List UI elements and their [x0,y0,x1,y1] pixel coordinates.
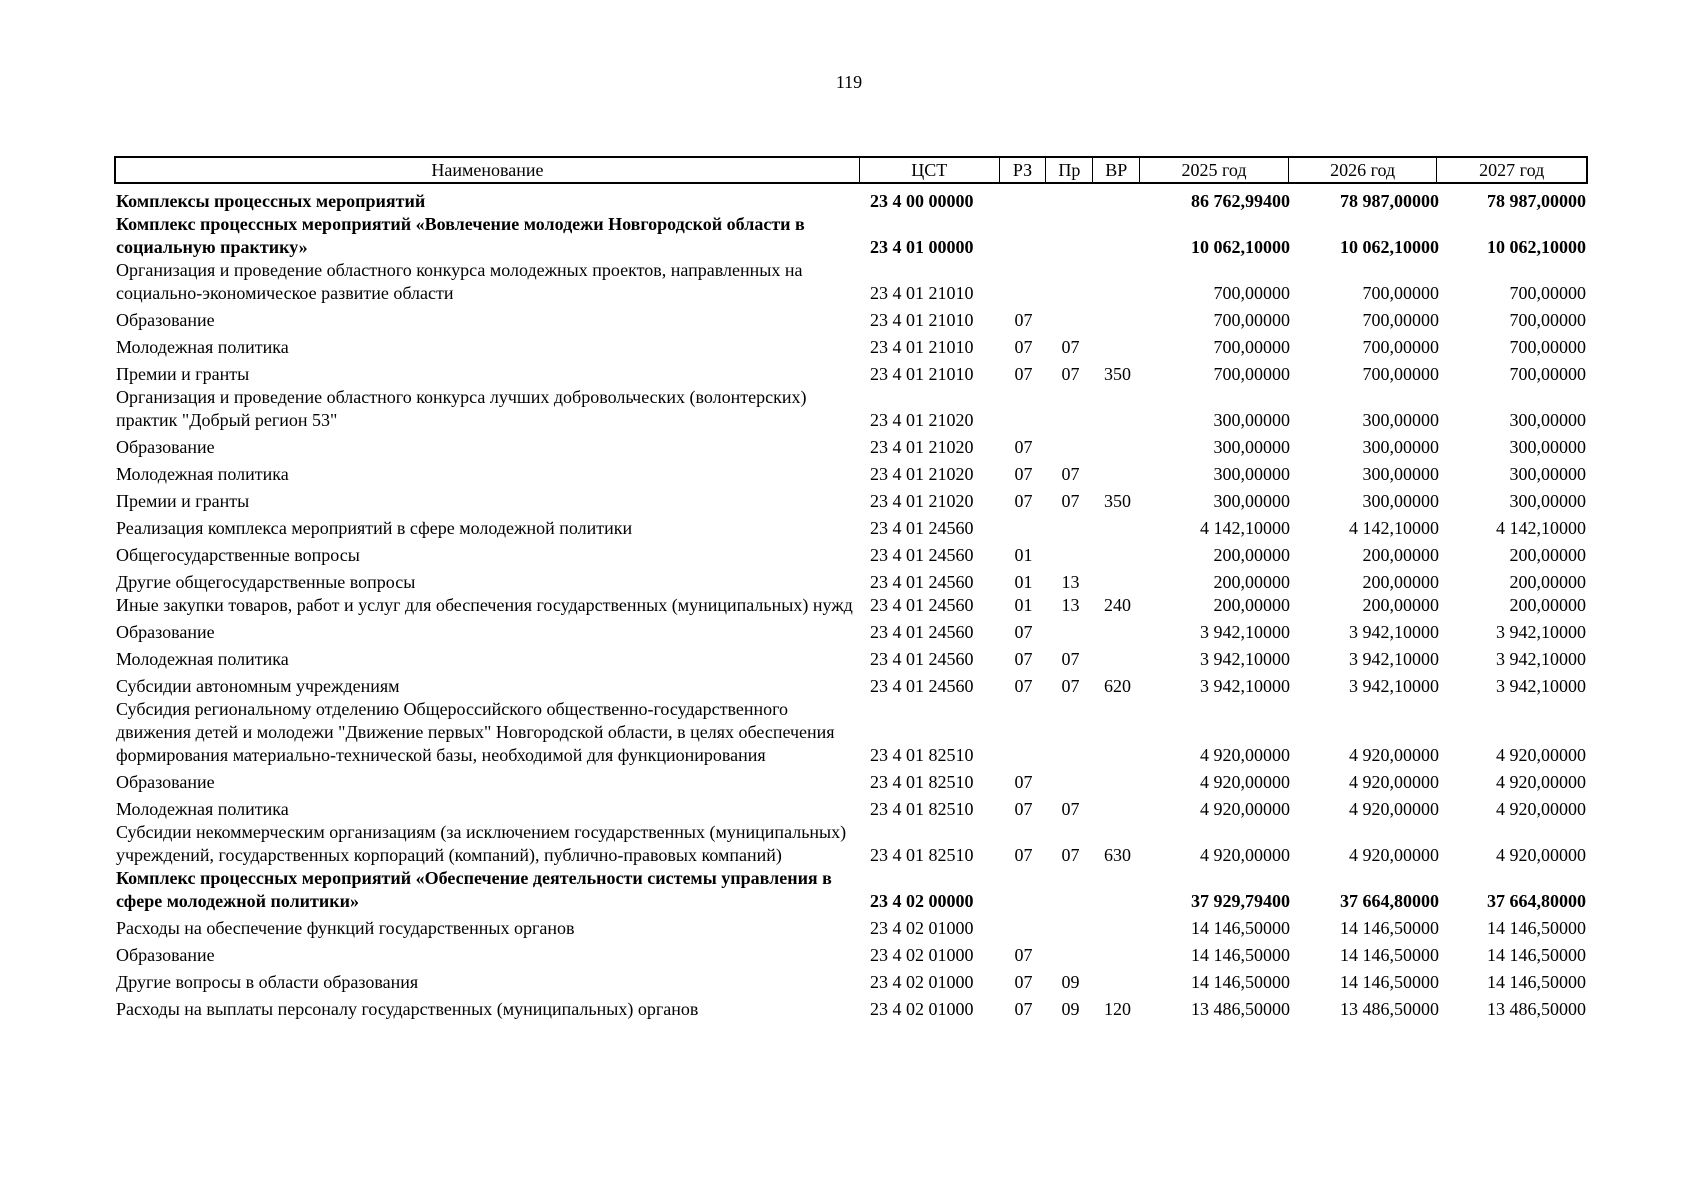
cell-2026: 14 146,50000 [1340,972,1439,992]
cell-2025: 14 146,50000 [1191,972,1290,992]
cell-vr: 120 [1104,999,1131,1019]
cell-2026: 300,00000 [1362,437,1439,457]
cell-2026: 14 146,50000 [1340,945,1439,965]
cell-2025: 14 146,50000 [1191,918,1290,938]
cell-rz: 07 [1014,676,1033,696]
cell-name: Субсидии некоммерческим организациям (за исключением государственных (муниципальных) учреждений, государственных корпораций (компаний), публично-правовых компаний) [116,822,847,865]
cell-cst: 23 4 02 01000 [870,918,974,938]
cell-cst: 23 4 01 21020 [870,464,974,484]
cell-pr: 13 [1061,595,1080,615]
cell-2027: 4 920,00000 [1496,845,1586,865]
cell-2027: 700,00000 [1509,310,1586,330]
cell-2026: 3 942,10000 [1349,622,1439,642]
cell-cst: 23 4 01 24560 [870,572,974,592]
cell-cst: 23 4 01 82510 [870,799,974,819]
header-vr: ВР [1093,158,1140,182]
cell-2027: 4 920,00000 [1496,745,1586,765]
cell-name: Премии и гранты [116,364,250,384]
cell-pr: 13 [1061,572,1080,592]
cell-2026: 300,00000 [1362,491,1439,511]
table-row [114,798,1588,821]
cell-2025: 3 942,10000 [1200,622,1290,642]
cell-2026: 14 146,50000 [1340,918,1439,938]
cell-rz: 07 [1014,337,1033,357]
table-row [114,675,1588,698]
cell-2026: 4 920,00000 [1349,745,1439,765]
cell-2025: 3 942,10000 [1200,649,1290,669]
cell-pr: 07 [1061,491,1080,511]
cell-2025: 4 920,00000 [1200,772,1290,792]
cell-2027: 700,00000 [1509,283,1586,303]
cell-vr: 630 [1104,845,1131,865]
cell-rz: 01 [1014,545,1033,565]
cell-2025: 700,00000 [1213,364,1290,384]
cell-name: Образование [116,945,215,965]
cell-rz: 01 [1014,572,1033,592]
cell-name: Комплексы процессных мероприятий [116,191,426,211]
cell-2026: 13 486,50000 [1340,999,1439,1019]
cell-rz: 07 [1014,845,1033,865]
cell-pr: 07 [1061,799,1080,819]
cell-rz: 07 [1014,945,1033,965]
cell-cst: 23 4 01 82510 [870,845,974,865]
cell-2025: 200,00000 [1213,545,1290,565]
cell-name: Организация и проведение областного конкурса лучших добровольческих (волонтерских) практик "Добрый регион 53" [116,387,807,430]
cell-2025: 4 920,00000 [1200,745,1290,765]
cell-vr: 350 [1104,364,1131,384]
cell-2027: 13 486,50000 [1487,999,1586,1019]
cell-2025: 4 142,10000 [1200,518,1290,538]
cell-rz: 07 [1014,999,1033,1019]
table-row [114,517,1588,540]
cell-cst: 23 4 01 24560 [870,649,974,669]
cell-2026: 200,00000 [1362,545,1439,565]
table-row [114,309,1588,332]
header-name: Наименование [116,158,860,182]
cell-2027: 3 942,10000 [1496,676,1586,696]
cell-cst: 23 4 01 21010 [870,364,974,384]
cell-cst: 23 4 01 21020 [870,491,974,511]
cell-cst: 23 4 01 21020 [870,410,974,430]
page-number: 119 [835,72,863,92]
cell-2025: 200,00000 [1213,572,1290,592]
cell-name: Образование [116,622,215,642]
table-row [114,594,1588,617]
cell-name: Молодежная политика [116,799,289,819]
table-header [114,156,1588,184]
cell-cst: 23 4 01 24560 [870,622,974,642]
cell-2025: 300,00000 [1213,410,1290,430]
cell-2027: 300,00000 [1509,410,1586,430]
cell-2027: 10 062,10000 [1487,237,1586,257]
cell-name: Комплекс процессных мероприятий «Вовлечение молодежи Новгородской области в социальную практику» [116,214,805,257]
cell-2027: 14 146,50000 [1487,972,1586,992]
cell-cst: 23 4 01 21020 [870,437,974,457]
cell-rz: 07 [1014,437,1033,457]
table-row [114,971,1588,994]
cell-2027: 78 987,00000 [1487,191,1586,211]
table-row [114,998,1588,1021]
cell-cst: 23 4 01 21010 [870,310,974,330]
cell-name: Молодежная политика [116,337,289,357]
table-row [114,544,1588,567]
cell-rz: 01 [1014,595,1033,615]
cell-2025: 14 146,50000 [1191,945,1290,965]
cell-name: Другие общегосударственные вопросы [116,572,416,592]
cell-2027: 300,00000 [1509,437,1586,457]
table-row [114,190,1588,213]
cell-cst: 23 4 02 01000 [870,999,974,1019]
cell-2026: 200,00000 [1362,572,1439,592]
cell-2027: 300,00000 [1509,491,1586,511]
cell-rz: 07 [1014,799,1033,819]
cell-pr: 07 [1061,464,1080,484]
cell-rz: 07 [1014,464,1033,484]
table-row [114,867,1588,913]
table-row [114,213,1588,259]
cell-name: Иные закупки товаров, работ и услуг для обеспечения государственных (муниципальных) нужд [116,595,853,615]
cell-rz: 07 [1014,622,1033,642]
cell-2027: 700,00000 [1509,364,1586,384]
cell-pr: 09 [1061,972,1080,992]
budget-table [114,156,1588,1021]
cell-pr: 07 [1061,649,1080,669]
table-row [114,944,1588,967]
cell-2025: 86 762,99400 [1191,191,1290,211]
header-2027: 2027 год [1479,160,1545,180]
cell-name: Организация и проведение областного конкурса молодежных проектов, направленных на социально-экономическое развитие области [116,260,803,303]
table-row [114,463,1588,486]
cell-name: Молодежная политика [116,464,289,484]
header-cst: ЦСТ [860,158,1000,182]
cell-cst: 23 4 01 21010 [870,337,974,357]
table-row [114,621,1588,644]
cell-name: Реализация комплекса мероприятий в сфере молодежной политики [116,518,633,538]
cell-name: Комплекс процессных мероприятий «Обеспечение деятельности системы управления в сфере молодежной политики» [116,868,832,911]
cell-name: Субсидия региональному отделению Общероссийского общественно-государственного движения детей и молодежи "Движение первых" Новгородской области, в целях обеспечения формирования материально-технической базы, необходимой для функционирования [116,699,835,765]
cell-rz: 07 [1014,491,1033,511]
cell-cst: 23 4 01 24560 [870,518,974,538]
cell-2026: 4 920,00000 [1349,772,1439,792]
cell-rz: 07 [1014,772,1033,792]
cell-2027: 200,00000 [1509,595,1586,615]
table-row [114,917,1588,940]
cell-2027: 3 942,10000 [1496,622,1586,642]
cell-2026: 78 987,00000 [1340,191,1439,211]
cell-2025: 700,00000 [1213,310,1290,330]
cell-cst: 23 4 01 21010 [870,283,974,303]
table-row [114,771,1588,794]
table-row [114,363,1588,386]
cell-rz: 07 [1014,972,1033,992]
header-2025: 2025 год [1140,158,1289,182]
cell-2026: 3 942,10000 [1349,676,1439,696]
cell-2027: 200,00000 [1509,572,1586,592]
table-row [114,436,1588,459]
cell-name: Молодежная политика [116,649,289,669]
cell-cst: 23 4 02 01000 [870,972,974,992]
cell-2025: 300,00000 [1213,491,1290,511]
cell-2025: 300,00000 [1213,437,1290,457]
header-rz: РЗ [1000,158,1047,182]
cell-2025: 700,00000 [1213,283,1290,303]
cell-name: Другие вопросы в области образования [116,972,419,992]
cell-2027: 300,00000 [1509,464,1586,484]
table-row [114,648,1588,671]
cell-name: Образование [116,437,215,457]
table-row [114,336,1588,359]
cell-2026: 10 062,10000 [1340,237,1439,257]
cell-vr: 240 [1104,595,1131,615]
header-pr: Пр [1046,158,1093,182]
cell-2027: 4 920,00000 [1496,799,1586,819]
table-row [114,698,1588,767]
cell-pr: 09 [1061,999,1080,1019]
cell-vr: 620 [1104,676,1131,696]
cell-cst: 23 4 01 82510 [870,772,974,792]
cell-name: Общегосударственные вопросы [116,545,360,565]
cell-name: Расходы на выплаты персоналу государственных (муниципальных) органов [116,999,699,1019]
cell-2027: 200,00000 [1509,545,1586,565]
cell-rz: 07 [1014,310,1033,330]
cell-cst: 23 4 02 00000 [870,891,974,911]
cell-2025: 37 929,79400 [1191,891,1290,911]
cell-2025: 4 920,00000 [1200,799,1290,819]
table-body [114,190,1588,1021]
cell-pr: 07 [1061,364,1080,384]
cell-2027: 14 146,50000 [1487,945,1586,965]
cell-rz: 07 [1014,364,1033,384]
cell-name: Расходы на обеспечение функций государственных органов [116,918,575,938]
cell-2027: 3 942,10000 [1496,649,1586,669]
cell-cst: 23 4 01 00000 [870,237,974,257]
cell-2025: 10 062,10000 [1191,237,1290,257]
cell-2027: 700,00000 [1509,337,1586,357]
cell-name: Образование [116,772,215,792]
table-row [114,571,1588,594]
cell-2026: 4 920,00000 [1349,799,1439,819]
cell-2026: 300,00000 [1362,464,1439,484]
cell-name: Субсидии автономным учреждениям [116,676,400,696]
cell-cst: 23 4 01 24560 [870,545,974,565]
cell-2025: 700,00000 [1213,337,1290,357]
table-row [114,259,1588,305]
cell-2027: 4 920,00000 [1496,772,1586,792]
cell-2027: 14 146,50000 [1487,918,1586,938]
cell-rz: 07 [1014,649,1033,669]
table-row [114,490,1588,513]
cell-pr: 07 [1061,676,1080,696]
cell-name: Образование [116,310,215,330]
cell-pr: 07 [1061,845,1080,865]
table-row [114,821,1588,867]
cell-2025: 13 486,50000 [1191,999,1290,1019]
cell-cst: 23 4 01 24560 [870,676,974,696]
header-2026: 2026 год [1289,158,1438,182]
cell-pr: 07 [1061,337,1080,357]
cell-2026: 700,00000 [1362,337,1439,357]
cell-name: Премии и гранты [116,491,250,511]
cell-2027: 37 664,80000 [1487,891,1586,911]
cell-2026: 700,00000 [1362,364,1439,384]
cell-2027: 4 142,10000 [1496,518,1586,538]
cell-cst: 23 4 01 82510 [870,745,974,765]
cell-2026: 3 942,10000 [1349,649,1439,669]
cell-2025: 200,00000 [1213,595,1290,615]
cell-2026: 300,00000 [1362,410,1439,430]
cell-cst: 23 4 00 00000 [870,191,974,211]
cell-2026: 37 664,80000 [1340,891,1439,911]
cell-2026: 700,00000 [1362,310,1439,330]
cell-2026: 200,00000 [1362,595,1439,615]
cell-cst: 23 4 01 24560 [870,595,974,615]
cell-2025: 3 942,10000 [1200,676,1290,696]
table-row [114,386,1588,432]
cell-2026: 4 142,10000 [1349,518,1439,538]
cell-vr: 350 [1104,491,1131,511]
cell-2025: 4 920,00000 [1200,845,1290,865]
cell-cst: 23 4 02 01000 [870,945,974,965]
cell-2026: 700,00000 [1362,283,1439,303]
cell-2026: 4 920,00000 [1349,845,1439,865]
cell-2025: 300,00000 [1213,464,1290,484]
